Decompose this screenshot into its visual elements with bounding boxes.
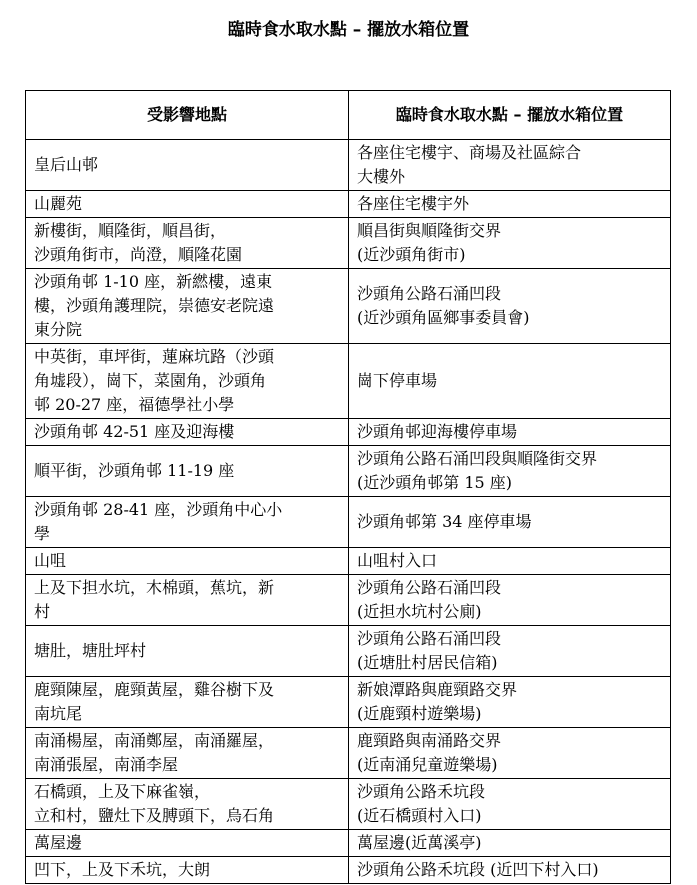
table-header-row (26, 91, 671, 140)
water-point-text: 萬屋邊(近萬溪亭) (357, 833, 482, 852)
water-point-text: 沙頭角公路石涌凹段與順隆街交界 (357, 449, 598, 468)
table-row (26, 677, 671, 728)
water-point-text: 沙頭角公路石涌凹段 (357, 629, 502, 648)
affected-location-text: 塘肚，塘肚坪村 (34, 641, 147, 660)
affected-location-cell (26, 269, 349, 344)
affected-location-cell (26, 626, 349, 677)
affected-location-cell (26, 218, 349, 269)
table-row (26, 548, 671, 575)
affected-location-text: 上及下担水坑，木棉頭，蕉坑，新 (34, 578, 275, 597)
water-point-cell (349, 830, 671, 857)
water-point-text: 沙頭角公路石涌凹段 (357, 284, 502, 303)
water-point-text: 新娘潭路與鹿頸路交界 (357, 680, 518, 699)
affected-location-text: 學 (34, 524, 51, 543)
water-point-text: 各座住宅樓宇、商場及社區綜合 (357, 143, 582, 162)
table-row (26, 779, 671, 830)
water-point-cell (349, 269, 671, 344)
affected-location-text: 山咀 (34, 551, 67, 570)
water-point-cell (349, 497, 671, 548)
table-row (26, 419, 671, 446)
affected-location-text: 石橋頭，上及下麻雀嶺， (34, 782, 211, 801)
affected-location-cell (26, 548, 349, 575)
water-point-text: (近石橋頭村入口) (357, 806, 482, 825)
water-point-text: 大樓外 (357, 167, 406, 186)
affected-location-text: 鹿頸陳屋，鹿頸黃屋，雞谷樹下及 (34, 680, 275, 699)
affected-location-text: 村 (34, 602, 51, 621)
water-point-text: 各座住宅樓宇外 (357, 194, 470, 213)
water-point-text: (近塘肚村居民信箱) (357, 653, 498, 672)
water-point-text: (近沙頭角街市) (357, 245, 466, 264)
affected-location-cell (26, 677, 349, 728)
water-point-text: (近鹿頸村遊樂場) (357, 704, 482, 723)
affected-location-cell (26, 191, 349, 218)
affected-location-text: 角墟段），崗下，菜園角，沙頭角 (34, 371, 267, 390)
water-point-cell (349, 779, 671, 830)
table-row (26, 140, 671, 191)
water-point-cell (349, 446, 671, 497)
affected-location-text: 南坑尾 (34, 704, 83, 723)
water-point-text: 順昌街與順隆街交界 (357, 221, 502, 240)
water-point-text: 鹿頸路與南涌路交界 (357, 731, 502, 750)
water-point-cell (349, 728, 671, 779)
affected-location-text: 沙頭角邨 28-41 座，沙頭角中心小 (34, 500, 283, 519)
table-row (26, 497, 671, 548)
table-body (26, 140, 671, 884)
table-row (26, 575, 671, 626)
affected-location-text: 東分院 (34, 320, 83, 339)
table-row (26, 728, 671, 779)
affected-location-cell (26, 779, 349, 830)
water-point-text: 沙頭角邨第 34 座停車場 (357, 512, 532, 531)
water-point-text: 沙頭角邨迎海樓停車場 (357, 422, 518, 441)
table-row (26, 218, 671, 269)
table-row (26, 269, 671, 344)
affected-location-text: 萬屋邊 (34, 833, 83, 852)
affected-location-cell (26, 857, 349, 884)
water-point-text: 山咀村入口 (357, 551, 438, 570)
water-point-cell (349, 218, 671, 269)
affected-location-text: 邨 20-27 座，福德學社小學 (34, 395, 235, 414)
affected-location-text: 順平街，沙頭角邨 11-19 座 (34, 461, 235, 480)
water-point-text: (近担水坑村公廁) (357, 602, 482, 621)
affected-location-cell (26, 575, 349, 626)
affected-location-text: 新樓街，順隆街，順昌街， (34, 221, 227, 240)
affected-location-cell (26, 497, 349, 548)
water-point-cell (349, 677, 671, 728)
affected-location-text: 凹下，上及下禾坑，大朗 (34, 860, 211, 879)
affected-location-text: 立和村，鹽灶下及膊頭下，烏石角 (34, 806, 275, 825)
affected-location-text: 南涌楊屋，南涌鄭屋，南涌羅屋， (34, 731, 275, 750)
water-point-text: 沙頭角公路禾坑段 (近凹下村入口) (357, 860, 599, 879)
water-point-cell (349, 575, 671, 626)
table-row (26, 344, 671, 419)
water-point-text: (近南涌兒童遊樂場) (357, 755, 498, 774)
affected-location-cell (26, 419, 349, 446)
affected-location-cell (26, 728, 349, 779)
affected-location-cell (26, 830, 349, 857)
page-title: 臨時食水取水點 – 擺放水箱位置 (227, 20, 470, 40)
affected-location-cell (26, 446, 349, 497)
affected-location-text: 沙頭角邨 42-51 座及迎海樓 (34, 422, 235, 441)
affected-location-text: 沙頭角邨 1-10 座，新繎樓，遠東 (34, 272, 273, 291)
affected-location-text: 樓，沙頭角護理院，崇德安老院遠 (34, 296, 275, 315)
water-point-text: (近沙頭角邨第 15 座) (357, 473, 513, 492)
affected-location-text: 皇后山邨 (34, 155, 99, 174)
column-header-affected-locations: 受影響地點 (26, 91, 349, 140)
affected-location-text: 山麗苑 (34, 194, 83, 213)
affected-location-text: 中英街，車坪街，蓮麻坑路（沙頭 (34, 347, 275, 366)
water-point-cell (349, 419, 671, 446)
water-point-cell (349, 344, 671, 419)
column-header-water-point: 臨時食水取水點 – 擺放水箱位置 (349, 91, 671, 140)
water-point-text: 沙頭角公路石涌凹段 (357, 578, 502, 597)
water-point-text: 崗下停車場 (357, 371, 438, 390)
table-row (26, 830, 671, 857)
water-point-cell (349, 548, 671, 575)
water-point-cell (349, 191, 671, 218)
water-point-text: (近沙頭角區鄉事委員會) (357, 308, 530, 327)
water-point-cell (349, 626, 671, 677)
water-point-cell (349, 140, 671, 191)
affected-location-text: 南涌張屋，南涌李屋 (34, 755, 179, 774)
affected-location-cell (26, 140, 349, 191)
water-point-cell (349, 857, 671, 884)
affected-location-text: 沙頭角街市，尚澄，順隆花園 (34, 245, 243, 264)
table-row (26, 626, 671, 677)
table-row (26, 191, 671, 218)
table-row (26, 857, 671, 884)
water-point-text: 沙頭角公路禾坑段 (357, 782, 486, 801)
table-row (26, 446, 671, 497)
affected-location-cell (26, 344, 349, 419)
water-points-table (25, 90, 671, 884)
